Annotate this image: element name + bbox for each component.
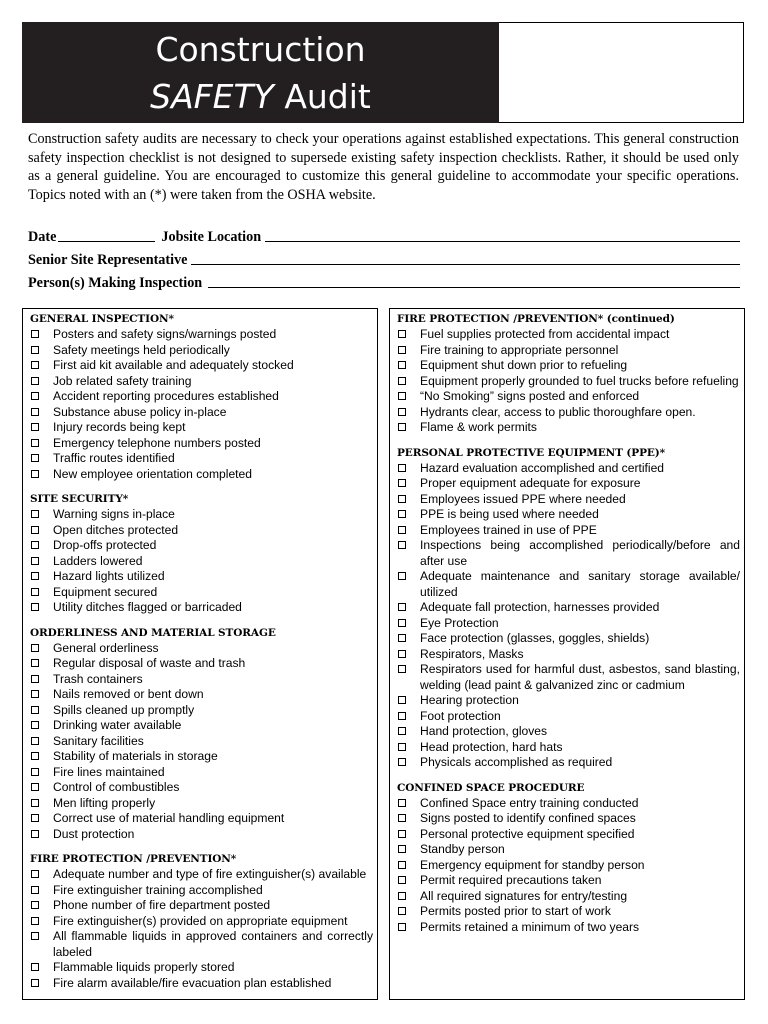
checklist-item-label: Ladders lowered (53, 553, 143, 568)
section-heading: ORDERLINESS AND MATERIAL STORAGE (30, 626, 276, 639)
checkbox[interactable] (31, 870, 39, 878)
section-heading: SITE SECURITY* (30, 493, 129, 505)
checkbox[interactable] (31, 423, 39, 431)
checkbox[interactable] (398, 495, 406, 503)
left-checklist-panel (22, 308, 378, 1000)
checkbox[interactable] (31, 557, 39, 565)
checkbox[interactable] (398, 665, 406, 673)
checklist-item (23, 867, 377, 883)
checklist-item (23, 703, 377, 719)
checkbox[interactable] (398, 330, 406, 338)
checklist-item (390, 631, 744, 647)
checklist-item-label: Fire training to appropriate personnel (420, 342, 619, 357)
checklist-item-label: Safety meetings held periodically (53, 342, 230, 357)
checkbox[interactable] (398, 603, 406, 611)
checklist-item (23, 672, 377, 688)
checklist-item (23, 929, 377, 960)
checkbox[interactable] (31, 346, 39, 354)
checklist-item (23, 883, 377, 899)
checklist-item (23, 749, 377, 765)
checkbox[interactable] (398, 408, 406, 416)
checkbox[interactable] (31, 377, 39, 385)
checklist-item-label: Utility ditches flagged or barricaded (53, 600, 242, 614)
checklist-item-label: Adequate maintenance and sanitary storage available/ utilized (420, 569, 740, 599)
section-gap (23, 616, 377, 625)
checkbox[interactable] (31, 917, 39, 925)
section-fire-protection-prevention-continued (390, 309, 744, 436)
checklist-item-label: Employees trained in use of PPE (420, 522, 597, 537)
checklist-item-label: General orderliness (53, 640, 159, 655)
checklist-item (390, 647, 744, 663)
jobsite-field[interactable] (265, 241, 740, 242)
checklist-item-label: Spills cleaned up promptly (53, 702, 195, 717)
checklist-item-label: Sanitary facilities (53, 733, 144, 748)
checkbox[interactable] (398, 743, 406, 751)
checklist-item-label: New employee orientation completed (53, 466, 252, 481)
checklist-item (23, 796, 377, 812)
checkbox[interactable] (398, 541, 406, 549)
checkbox[interactable] (31, 361, 39, 369)
checklist-item (390, 461, 744, 477)
checklist-item-label: Inspections being accomplished periodically/before and after use (420, 538, 740, 568)
intro-paragraph: Construction safety audits are necessary to check your operations against established expectations. This general construction safety inspection checklist is not designed to supersede existing safety inspection checklists. Rather, it should be used only as a general guideline. You are encouraged to customize this general guideline to accommodate your specific operations. Topics noted with an (*) were taken from the OSHA website. (28, 131, 739, 203)
checklist-item-label: Accident reporting procedures established (53, 389, 279, 403)
checklist-item-label: Regular disposal of waste and trash (53, 656, 246, 670)
checklist-item-label: Drinking water available (53, 718, 182, 732)
title-rest: Audit (284, 77, 371, 116)
checklist-item-label: Emergency equipment for standby person (420, 857, 645, 872)
checklist-item (23, 914, 377, 930)
checklist-item (390, 693, 744, 709)
checkbox[interactable] (398, 727, 406, 735)
checkbox[interactable] (31, 783, 39, 791)
checklist-item (390, 538, 744, 569)
checklist-item (23, 327, 377, 343)
checkbox[interactable] (398, 876, 406, 884)
checkbox[interactable] (398, 377, 406, 385)
checklist-item (23, 538, 377, 554)
checklist-item (23, 585, 377, 601)
checklist-item (23, 405, 377, 421)
checkbox[interactable] (31, 706, 39, 714)
checklist-item (390, 842, 744, 858)
checklist-item (390, 476, 744, 492)
checklist-item-label: Trash containers (53, 671, 143, 686)
checkbox[interactable] (398, 923, 406, 931)
checklist-item (390, 858, 744, 874)
checklist-item-label: PPE is being used where needed (420, 507, 599, 521)
checkbox[interactable] (31, 510, 39, 518)
checklist-item-label: Fire lines maintained (53, 764, 165, 779)
checklist-item (390, 709, 744, 725)
checklist-item (23, 687, 377, 703)
checklist-item-label: Traffic routes identified (53, 451, 175, 465)
checkbox[interactable] (398, 346, 406, 354)
checklist-item-label: Posters and safety signs/warnings posted (53, 327, 277, 341)
checkbox[interactable] (398, 479, 406, 487)
checklist-item (23, 451, 377, 467)
checklist-item (23, 960, 377, 976)
senior-rep-label: Senior Site Representative (28, 252, 188, 268)
checklist (23, 507, 377, 616)
checkbox[interactable] (31, 963, 39, 971)
checklist-item (23, 374, 377, 390)
date-jobsite-row (28, 226, 740, 246)
checklist-item (23, 780, 377, 796)
checklist-item-label: All flammable liquids in approved containers and correctly labeled (53, 929, 373, 959)
section-gap (23, 482, 377, 491)
checklist-item (23, 420, 377, 436)
checklist-item (23, 718, 377, 734)
checklist-item-label: Flammable liquids properly stored (53, 960, 235, 974)
checklist-item (23, 343, 377, 359)
checklist-item (23, 507, 377, 523)
jobsite-label: Jobsite Location (161, 229, 262, 245)
checklist-item (23, 811, 377, 827)
checklist (23, 641, 377, 843)
checklist-item (390, 920, 744, 936)
checklist-item-label: Stability of materials in storage (53, 749, 218, 763)
checklist-item-label: Equipment shut down prior to refueling (420, 358, 628, 372)
section-heading: CONFINED SPACE PROCEDURE (397, 781, 585, 794)
title-emphasis: SAFETY (150, 77, 274, 116)
checkbox[interactable] (398, 634, 406, 642)
title-line-2 (22, 77, 499, 117)
checkbox[interactable] (398, 392, 406, 400)
checklist-item-label: Foot protection (420, 708, 501, 723)
checklist-item-label: Fire extinguisher(s) provided on appropriate equipment (53, 913, 348, 928)
checklist-item (390, 358, 744, 374)
section-heading: FIRE PROTECTION /PREVENTION* (continued) (397, 313, 675, 325)
checkbox[interactable] (31, 588, 39, 596)
checkbox[interactable] (31, 454, 39, 462)
checkbox[interactable] (31, 690, 39, 698)
section-confined-space-procedure (390, 771, 744, 936)
checkbox[interactable] (398, 892, 406, 900)
checklist-item (390, 343, 744, 359)
checklist (23, 327, 377, 482)
checklist-item-label: Personal protective equipment specified (420, 826, 635, 841)
checkbox[interactable] (31, 330, 39, 338)
checklist-item (390, 405, 744, 421)
checkbox[interactable] (31, 979, 39, 987)
checkbox[interactable] (398, 814, 406, 822)
checkbox[interactable] (31, 901, 39, 909)
checklist-item-label: Correct use of material handling equipment (53, 811, 285, 825)
checklist-item (390, 755, 744, 771)
checklist-item-label: Permits retained a minimum of two years (420, 919, 640, 934)
checklist-item-label: Dust protection (53, 826, 135, 841)
checklist-item (23, 765, 377, 781)
checklist-item-label: Phone number of fire department posted (53, 898, 271, 912)
section-heading: FIRE PROTECTION /PREVENTION* (30, 853, 237, 865)
checklist-item (390, 374, 744, 390)
checkbox[interactable] (398, 464, 406, 472)
checkbox[interactable] (398, 799, 406, 807)
checkbox[interactable] (398, 845, 406, 853)
checklist-item-label: Fuel supplies protected from accidental impact (420, 327, 670, 341)
title-line-1: Construction (155, 30, 366, 69)
checkbox[interactable] (31, 932, 39, 940)
checklist-item-label: Respirators used for harmful dust, asbestos, sand blasting, welding (lead paint & galvanized zinc or cadmium (420, 662, 740, 692)
checklist-item-label: All required signatures for entry/testing (420, 888, 628, 903)
checklist-item-label: Job related safety training (53, 373, 192, 388)
checklist-item (23, 600, 377, 616)
checklist-item (390, 507, 744, 523)
checkbox[interactable] (398, 696, 406, 704)
checklist-item (390, 904, 744, 920)
checklist-item (390, 569, 744, 600)
date-field[interactable] (58, 241, 155, 242)
senior-rep-row (28, 249, 740, 269)
checklist-item-label: Hand protection, gloves (420, 724, 548, 738)
checklist-item-label: Men lifting properly (53, 795, 156, 810)
checklist-item (390, 827, 744, 843)
section-general-inspection (23, 309, 377, 482)
blank-box (499, 22, 744, 123)
checklist-item (390, 889, 744, 905)
checklist-item-label: Permit required precautions taken (420, 873, 602, 887)
checkbox[interactable] (31, 439, 39, 447)
checkbox[interactable] (31, 752, 39, 760)
checklist-item (23, 436, 377, 452)
checkbox[interactable] (398, 650, 406, 658)
checklist-item-label: Nails removed or bent down (53, 687, 204, 701)
checklist-item-label: Warning signs in-place (53, 507, 175, 521)
checklist-item (390, 327, 744, 343)
checkbox[interactable] (31, 659, 39, 667)
checklist-item-label: Employees issued PPE where needed (420, 491, 626, 506)
checkbox[interactable] (398, 526, 406, 534)
checkbox[interactable] (398, 712, 406, 720)
checklist-item-label: Adequate fall protection, harnesses provided (420, 600, 660, 614)
checkbox[interactable] (31, 799, 39, 807)
checkbox[interactable] (31, 737, 39, 745)
checklist-item-label: Flame & work permits (420, 420, 537, 434)
checklist-item (23, 389, 377, 405)
checklist-item-label: Face protection (glasses, goggles, shields) (420, 631, 650, 645)
checkbox[interactable] (398, 830, 406, 838)
checklist-item (390, 796, 744, 812)
checkbox[interactable] (398, 423, 406, 431)
checklist-item (23, 641, 377, 657)
checklist-item-label: Confined Space entry training conducted (420, 795, 639, 810)
checklist-item (23, 358, 377, 374)
checklist-item-label: Eye Protection (420, 615, 499, 630)
checklist-item-label: Hazard evaluation accomplished and certified (420, 460, 665, 475)
section-heading: GENERAL INSPECTION* (30, 313, 174, 325)
checklist-item (390, 600, 744, 616)
checklist-item (23, 734, 377, 750)
checkbox[interactable] (398, 907, 406, 915)
checklist-item (390, 662, 744, 693)
checkbox[interactable] (31, 675, 39, 683)
checklist-item-label: Injury records being kept (53, 420, 186, 434)
checkbox[interactable] (31, 603, 39, 611)
checklist-item-label: Open ditches protected (53, 522, 179, 537)
checklist-item (390, 811, 744, 827)
checklist-item (390, 724, 744, 740)
checklist-item (390, 492, 744, 508)
checklist-item-label: Drop-offs protected (53, 538, 157, 552)
checkbox[interactable] (31, 830, 39, 838)
date-label: Date (28, 229, 57, 245)
section-site-security (23, 482, 377, 616)
section-heading: PERSONAL PROTECTIVE EQUIPMENT (PPE)* (397, 446, 666, 459)
checkbox[interactable] (31, 644, 39, 652)
checkbox[interactable] (398, 361, 406, 369)
title-banner (22, 22, 499, 123)
section-gap (390, 436, 744, 445)
section-gap (23, 842, 377, 851)
checklist-item-label: Permits posted prior to start of work (420, 904, 611, 918)
checklist-item (23, 976, 377, 992)
checklist-item-label: Physicals accomplished as required (420, 755, 613, 769)
checkbox[interactable] (398, 861, 406, 869)
checklist-item (390, 523, 744, 539)
checklist-item (390, 616, 744, 632)
right-checklist-panel (389, 308, 745, 1000)
checkbox[interactable] (31, 886, 39, 894)
checklist-item-label: Equipment properly grounded to fuel trucks before refueling (420, 373, 739, 388)
checklist-item-label: Hazard lights utilized (53, 569, 165, 583)
checklist-item (23, 523, 377, 539)
checklist-item (390, 740, 744, 756)
checklist-item-label: Fire extinguisher training accomplished (53, 882, 263, 897)
checklist-item-label: Equipment secured (53, 584, 158, 599)
checklist-item-label: Signs posted to identify confined spaces (420, 811, 636, 825)
checklist-item-label: Hearing protection (420, 693, 519, 707)
checkbox[interactable] (398, 619, 406, 627)
checklist-item-label: Substance abuse policy in-place (53, 404, 227, 419)
checkbox[interactable] (31, 392, 39, 400)
checklist-item-label: Standby person (420, 842, 505, 856)
section-gap (390, 771, 744, 780)
checklist-item-label: Fire alarm available/fire evacuation plan established (53, 975, 332, 990)
checkbox[interactable] (398, 758, 406, 766)
checkbox[interactable] (398, 572, 406, 580)
checklist-item-label: Hydrants clear, access to public thoroughfare open. (420, 404, 696, 419)
checklist-item (23, 898, 377, 914)
checklist-item-label: “No Smoking” signs posted and enforced (420, 389, 640, 403)
checklist-item (23, 554, 377, 570)
checkbox[interactable] (31, 470, 39, 478)
checkbox[interactable] (31, 526, 39, 534)
checkbox[interactable] (31, 572, 39, 580)
checklist-item-label: Proper equipment adequate for exposure (420, 476, 641, 490)
checkbox[interactable] (31, 768, 39, 776)
checklist-item-label: Head protection, hard hats (420, 739, 563, 754)
checkbox[interactable] (31, 721, 39, 729)
checkbox[interactable] (398, 510, 406, 518)
section-orderliness-and-material-storage (23, 616, 377, 843)
checklist-item (23, 656, 377, 672)
checklist-item-label: Adequate number and type of fire extinguisher(s) available (53, 867, 367, 881)
checklist-item (390, 873, 744, 889)
checkbox[interactable] (31, 541, 39, 549)
checklist-item (390, 389, 744, 405)
checklist-item (23, 827, 377, 843)
checklist-item (23, 467, 377, 483)
section-personal-protective-equipment-ppe (390, 436, 744, 771)
checklist-item (23, 569, 377, 585)
checklist (23, 867, 377, 991)
persons-row (28, 272, 740, 292)
checklist (390, 327, 744, 436)
checklist-item-label: First aid kit available and adequately stocked (53, 358, 294, 372)
checklist-item-label: Control of combustibles (53, 780, 180, 794)
section-fire-protection-prevention (23, 842, 377, 991)
checkbox[interactable] (31, 408, 39, 416)
checklist-item-label: Emergency telephone numbers posted (53, 435, 261, 450)
checkbox[interactable] (31, 814, 39, 822)
checklist-item-label: Respirators, Masks (420, 646, 524, 661)
checklist (390, 461, 744, 771)
senior-rep-field[interactable] (191, 264, 740, 265)
persons-field[interactable] (208, 287, 740, 288)
checklist-item (390, 420, 744, 436)
persons-label: Person(s) Making Inspection (28, 275, 203, 291)
checklist (390, 796, 744, 936)
